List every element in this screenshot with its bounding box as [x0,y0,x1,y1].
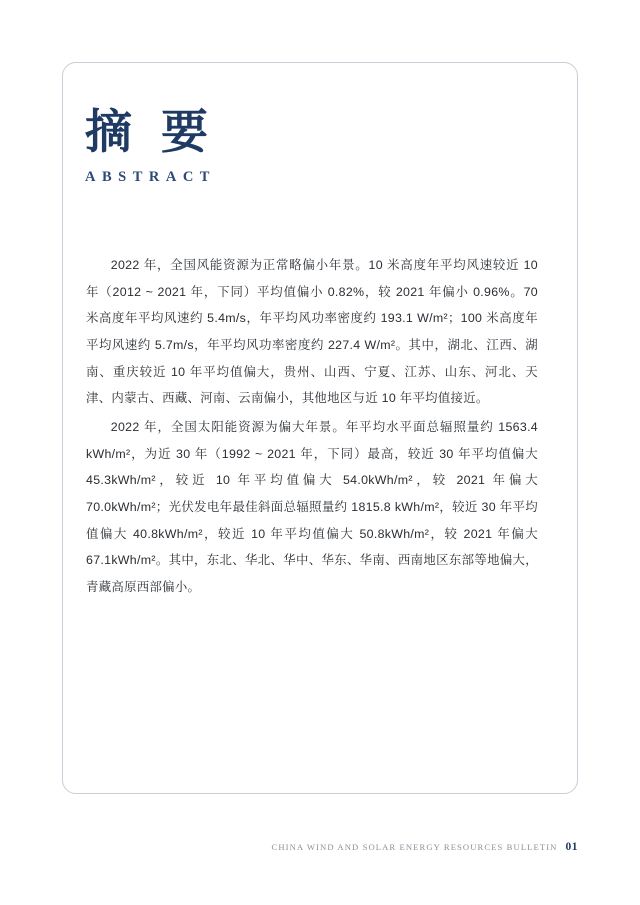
page-title-block [85,105,485,186]
page-title-cn: 摘 要 [85,105,217,158]
abstract-body [86,252,538,603]
page-title-en: ABSTRACT [85,169,216,185]
page-footer [272,841,578,853]
abstract-paragraph-solar: 2022 年，全国太阳能资源为偏大年景。年平均水平面总辐照量约 1563.4 kWh/m²，为近 30 年（1992 ~ 2021 年，下同）最高，较近 30 年平均值偏大 45.3kWh/m²，较近 10 年平均值偏大 54.0kWh/m²，较 2021 年偏大 70.0kWh/m²；光伏发电年最佳斜面总辐照量约 1815.8 kWh/m²，较近 30 年平均值偏大 40.8kWh/m²，较近 10 年平均值偏大 50.8kWh/m²，较 2021 年偏大 67.1kWh/m²。其中，东北、华北、华中、华东、华南、西南地区东部等地偏大，青藏高原西部偏小。 [86,420,538,595]
footer-bulletin-name: CHINA WIND AND SOLAR ENERGY RESOURCES BULLETIN [271,842,558,852]
footer-page-number: 01 [565,841,578,853]
abstract-paragraph-wind: 2022 年，全国风能资源为正常略偏小年景。10 米高度年平均风速较近 10 年（2012 ~ 2021 年，下同）平均值偏小 0.82%，较 2021 年偏小 0.96%。70 米高度年平均风速约 5.4m/s，年平均风功率密度约 193.1 W/m²；100 米高度年平均风速约 5.7m/s，年平均风功率密度约 227.4 W/m²。其中，湖北、江西、湖南、重庆较近 10 年平均值偏大，贵州、山西、宁夏、江苏、山东、河北、天津、内蒙古、西藏、河南、云南偏小，其他地区与近 10 年平均值接近。 [86,258,538,406]
